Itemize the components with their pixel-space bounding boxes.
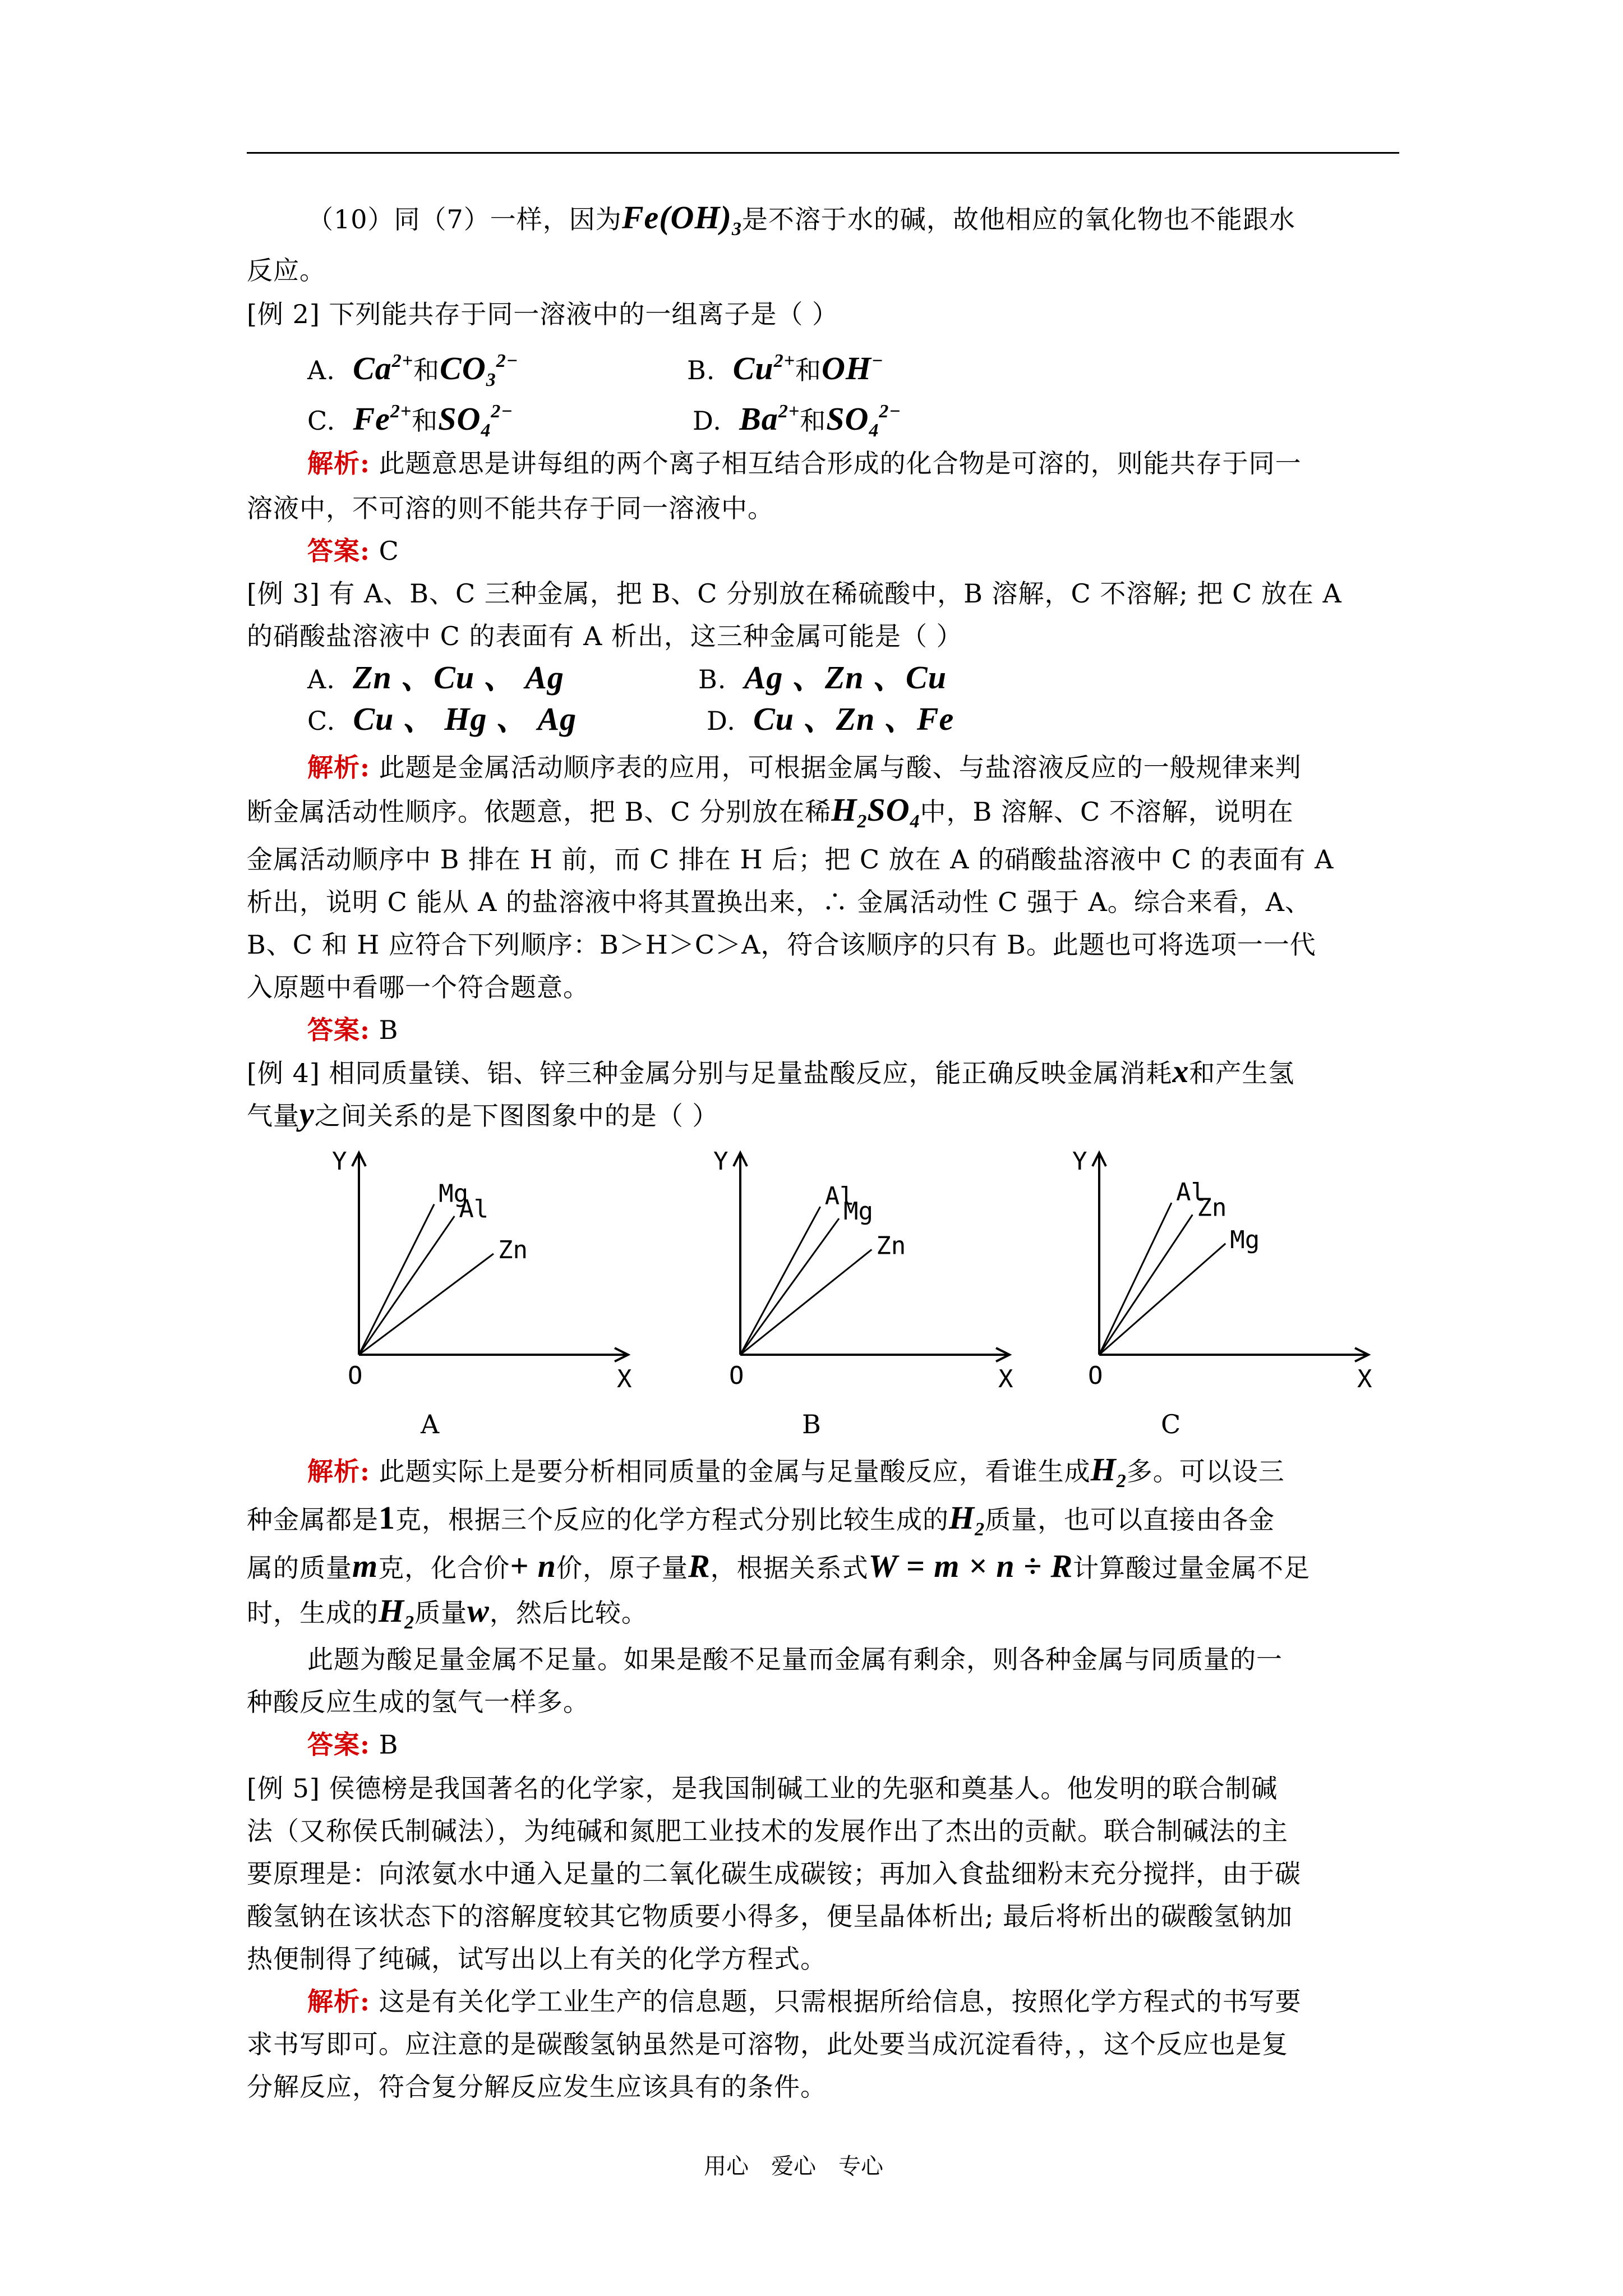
series-line-al [1099,1203,1172,1355]
graph-caption: A [421,1409,440,1439]
y-axis-label: Y [332,1147,347,1176]
graph-b [695,1133,1032,1447]
series-label-mg: Mg [439,1179,469,1208]
ex2-question: [例 2] 下列能共存于同一溶液中的一组离子是（ ） [247,299,839,329]
ex3-analysis-line6: 入原题中看哪一个符合题意。 [247,972,589,1002]
ex3-question-line2: 的硝酸盐溶液中 C 的表面有 A 析出，这三种金属可能是（ ） [247,621,963,651]
ex4-question-line2: 气量y之间关系的是下图图象中的是（ ） [247,1096,719,1132]
ex2-analysis-line2: 溶液中，不可溶的则不能共存于同一溶液中。 [247,493,774,523]
series-label-zn: Zn [1197,1193,1227,1222]
ex5-question-line1: [例 5] 侯德榜是我国著名的化学家，是我国制碱工业的先驱和奠基人。他发明的联合制碱 [247,1773,1278,1803]
ex5-analysis-line3: 分解反应，符合复分解反应发生应该具有的条件。 [247,2072,827,2102]
ex2-option-b: B. $Cu^{2+}$和OH− [687,350,884,386]
ex5-question-line3: 要原理是：向浓氨水中通入足量的二氧化碳生成碳铵；再加入食盐细粉末充分搅拌，由于碳 [247,1858,1301,1889]
series-label-al: Al [459,1195,489,1224]
ex5-analysis-line2: 求书写即可。应注意的是碳酸氢钠虽然是可溶物，此处要当成沉淀看待，，这个反应也是复 [247,2029,1288,2059]
ex3-question-line1: [例 3] 有 A、B、C 三种金属，把 B、C 分别放在稀硫酸中，B 溶解，C 不溶解; 把 C 放在 A [247,578,1342,609]
x-axis-label: X [617,1365,632,1393]
y-axis-label: Y [713,1147,728,1176]
series-label-zn: Zn [876,1231,906,1260]
ex4-analysis-line4: 时，生成的$H_2$质量w，然后比较。 [247,1593,648,1633]
ex2-answer: 答案: C [307,536,399,566]
ex5-question-line5: 热便制得了纯碱，试写出以上有关的化学方程式。 [247,1944,827,1974]
x-axis-label: X [1357,1365,1372,1393]
ex3-option-b: B. Ag 、Zn 、Cu [698,659,947,696]
ex3-option-d: D. Cu 、Zn 、Fe [707,701,955,737]
ex2-analysis-label: 解析: [307,448,370,478]
series-line-zn [359,1254,494,1355]
ex4-answer: 答案: B [307,1729,399,1760]
ex2-option-a: A. $Ca^{2+}$和$CO_3^{2-}$ [307,350,519,390]
y-axis-label: Y [1072,1147,1087,1176]
ex4-question-line1: [例 4] 相同质量镁、铝、锌三种金属分别与足量盐酸反应，能正确反映金属消耗x和产生氢 [247,1053,1295,1089]
ex3-analysis-line2: 断金属活动性顺序。依题意，把 B、C 分别放在稀$H_2SO_4$中，B 溶解、C 不溶解，说明在 [247,792,1294,832]
ex4-analysis-line5: 此题为酸足量金属不足量。如果是酸不足量而金属有剩余，则各种金属与同质量的一 [307,1644,1283,1674]
graph-c [1054,1133,1391,1447]
ex3-analysis-line5: B、C 和 H 应符合下列顺序：B＞H＞C＞A，符合该顺序的只有 B。此题也可将选项一一代 [247,930,1316,960]
ex2-analysis-line1: 解析: 此题意思是讲每组的两个离子相互结合形成的化合物是可溶的，则能共存于同一 [307,448,1302,478]
ex4-analysis-line3: 属的质量m克，化合价+ n价，原子量R，根据关系式W = m × n ÷ R计算酸过量金属不足 [247,1548,1311,1584]
ex5-analysis-line1: 解析: 这是有关化学工业生产的信息题，只需根据所给信息，按照化学方程式的书写要 [307,1986,1302,2017]
ex4-analysis-line2: 种金属都是1克，根据三个反应的化学方程式分别比较生成的$H_2$质量，也可以直接由各金 [247,1499,1275,1540]
ex3-answer: 答案: B [307,1015,399,1045]
ex5-question-line4: 酸氢钠在该状态下的溶解度较其它物质要小得多，便呈晶体析出; 最后将析出的碳酸氢钠加 [247,1901,1293,1931]
ex2-option-d: D. $Ba^{2+}$和$SO_4^{2-}$ [693,401,901,441]
ex3-analysis-line1: 解析: 此题是金属活动顺序表的应用，可根据金属与酸、与盐溶液反应的一般规律来判 [307,752,1302,783]
series-line-al [740,1207,820,1355]
p10-post: 是不溶于水的碱，故他相应的氧化物也不能跟水 [741,204,1295,234]
p10-pre: （10）同（7）一样，因为 [307,204,622,234]
series-label-zn: Zn [498,1236,528,1264]
header-rule [247,152,1399,154]
ex5-question-line2: 法（又称侯氏制碱法），为纯碱和氮肥工业技术的发展作出了杰出的贡献。联合制碱法的主 [247,1816,1288,1846]
ex4-analysis-line6: 种酸反应生成的氢气一样多。 [247,1687,589,1717]
series-label-al: Al [1175,1178,1206,1207]
graph-caption: B [802,1409,821,1439]
ex4-analysis-line1: 解析: 此题实际上是要分析相同质量的金属与足量酸反应，看谁生成$H_2$多。可以设三 [307,1451,1285,1492]
ex3-analysis-line3: 金属活动顺序中 B 排在 H 前，而 C 排在 H 后；把 C 放在 A 的硝酸盐溶液中 C 的表面有 A [247,844,1334,875]
series-label-al: Al [824,1182,855,1211]
p10-line2: 反应。 [247,255,326,286]
origin-label: O [1088,1361,1103,1390]
series-line-al [359,1216,454,1355]
page-footer: 用心 爱心 专心 [704,2154,883,2179]
graph-a [314,1133,651,1447]
x-axis-label: X [998,1365,1013,1393]
series-line-mg [359,1204,434,1355]
origin-label: O [348,1361,363,1390]
graph-caption: C [1161,1409,1181,1439]
p10-formula: $Fe(OH)_3$ [621,199,742,240]
ex3-option-c: C. Cu 、 Hg 、 Ag [307,701,577,737]
ex2-option-c: C. $Fe^{2+}$和$SO_4^{2-}$ [307,401,514,441]
p10-line1 [307,201,1295,246]
series-label-mg: Mg [843,1197,874,1226]
series-label-mg: Mg [1230,1225,1260,1254]
origin-label: O [729,1361,744,1390]
ex3-analysis-line4: 析出，说明 C 能从 A 的盐溶液中将其置换出来，∴ 金属活动性 C 强于 A。综合来看，A、 [247,887,1312,917]
ex3-option-a: A. Zn 、Cu 、 Ag [307,659,564,696]
